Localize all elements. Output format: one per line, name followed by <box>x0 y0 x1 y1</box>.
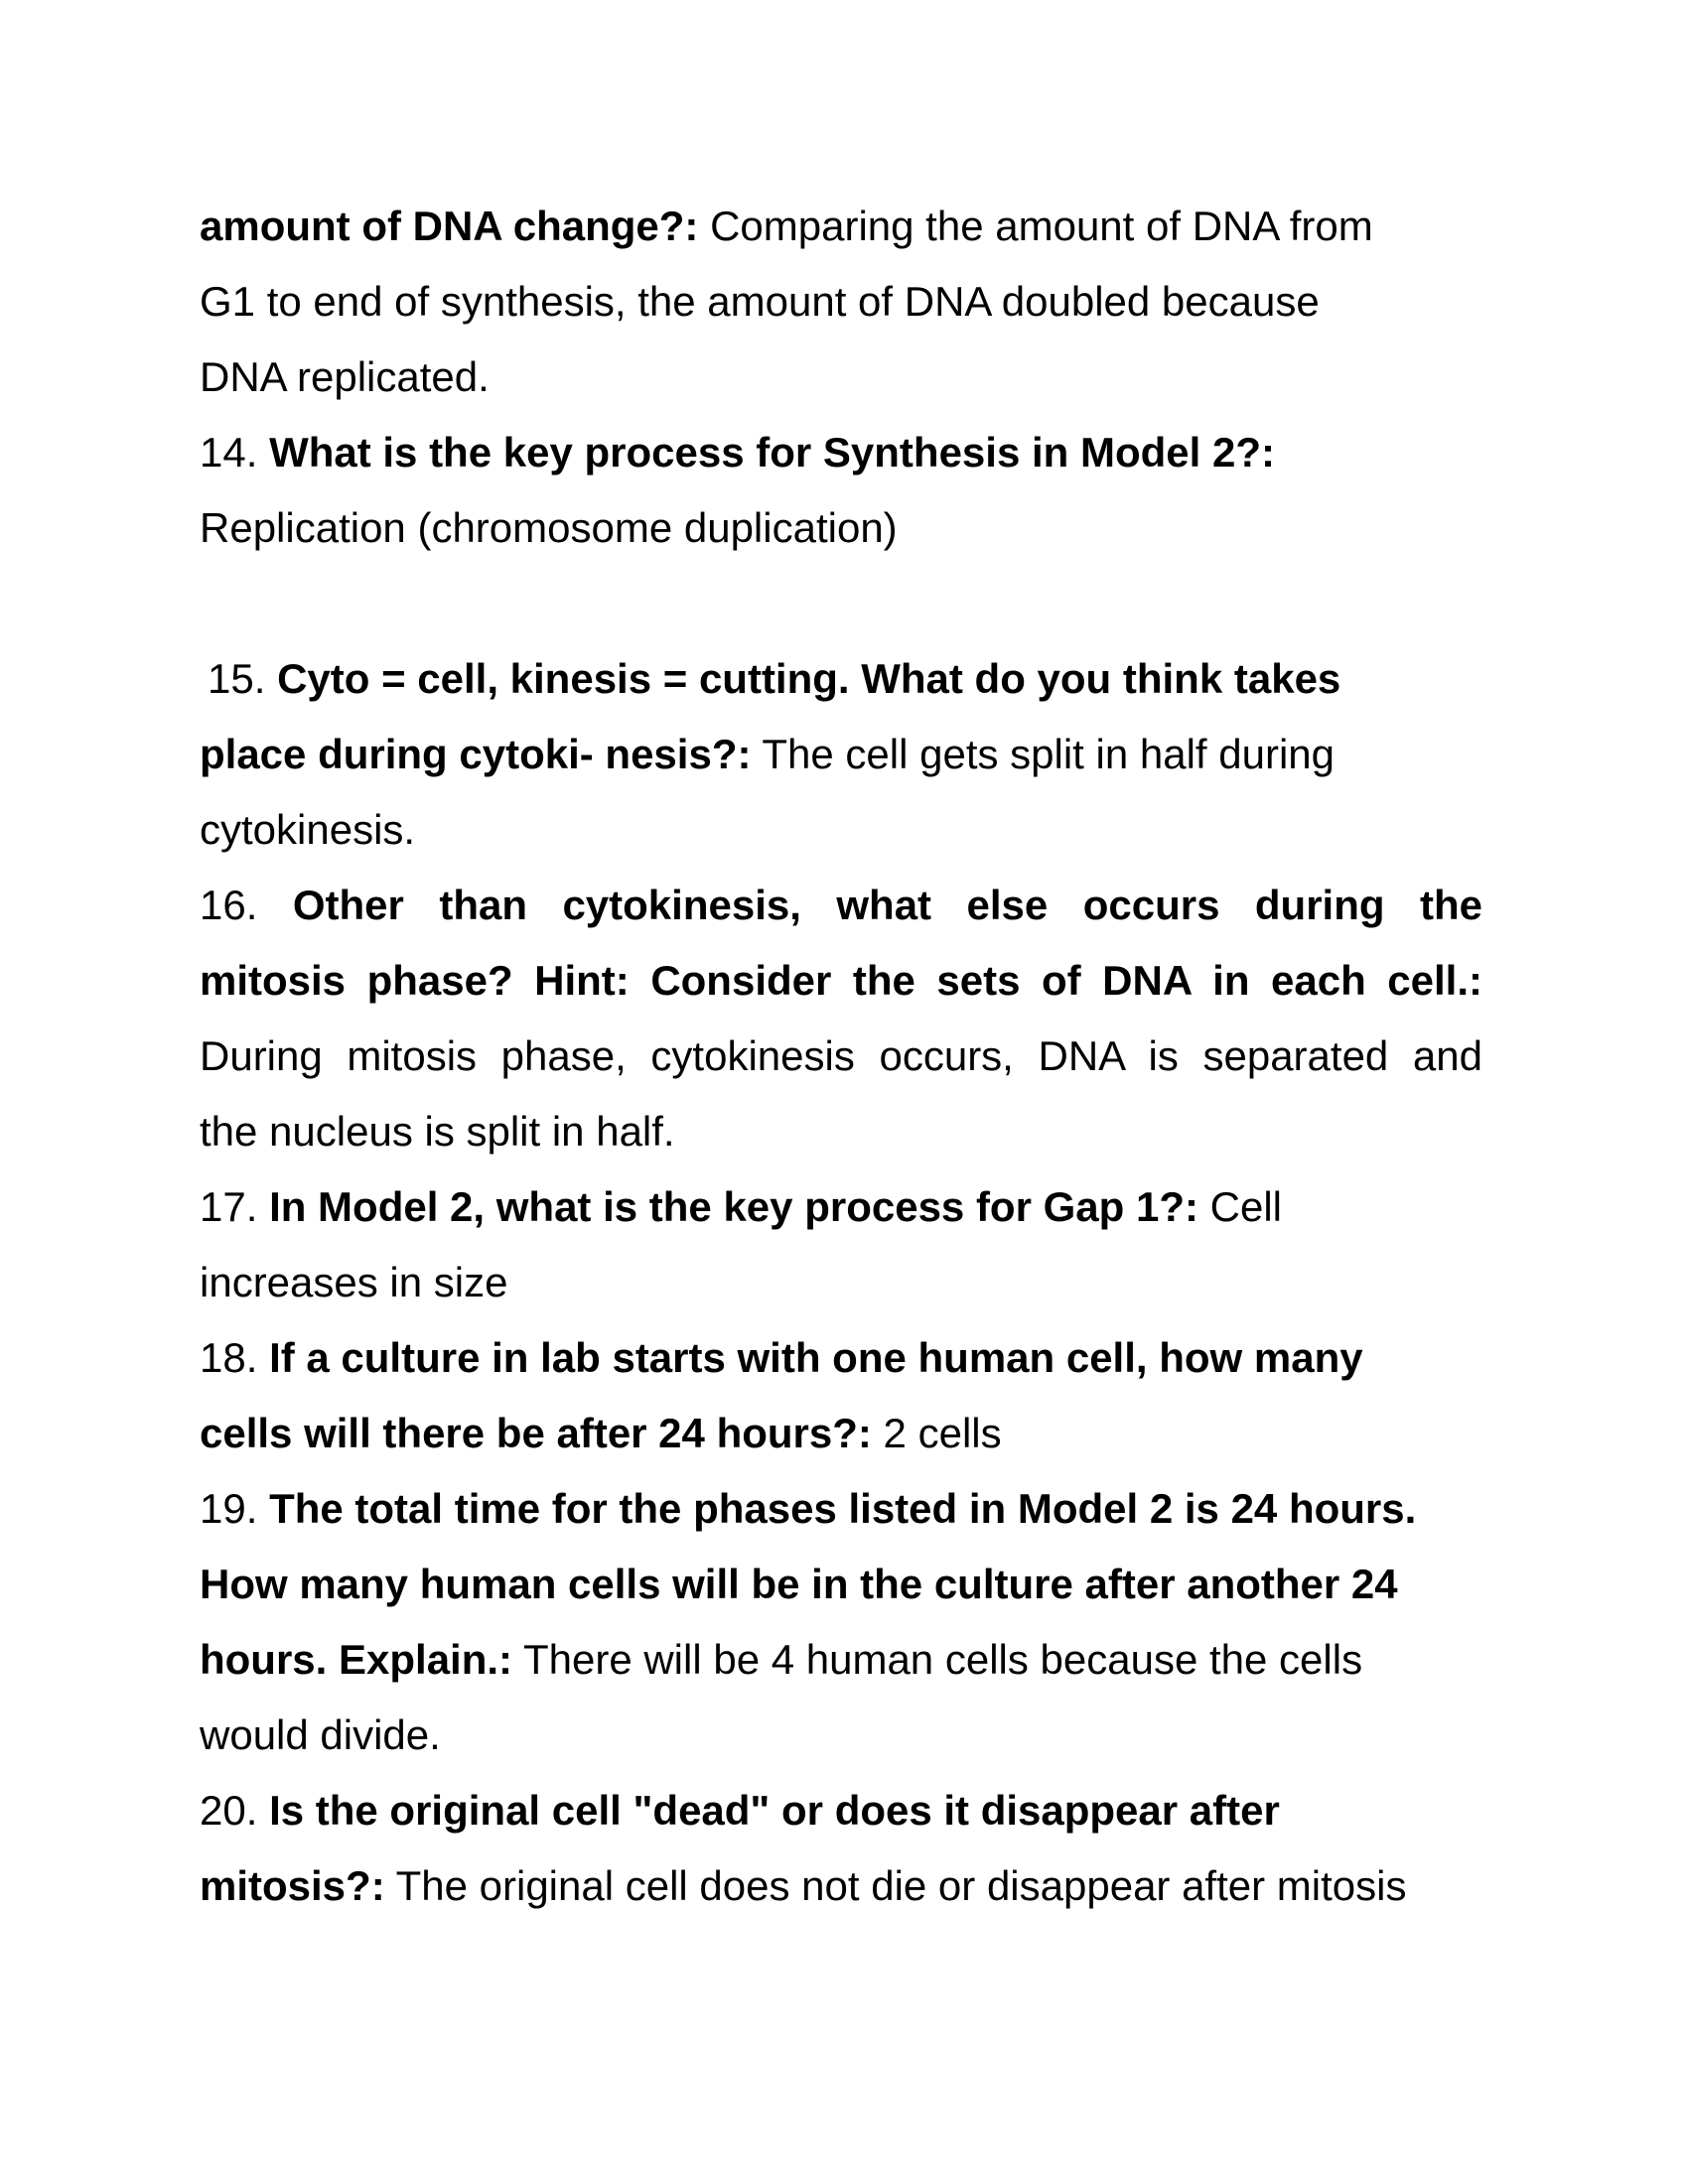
answer-17-line-2: increases in size <box>200 1259 508 1305</box>
question-19-text: The total time for the phases listed in Model 2 is 24 hours. <box>269 1485 1417 1532</box>
answer-17-text: Cell <box>1197 1183 1282 1230</box>
answer-16-line-1: During mitosis phase, cytokinesis occurs, DNA is separated and <box>200 1032 1482 1079</box>
blank-line <box>200 566 1482 641</box>
question-16 <box>200 868 1482 943</box>
question-16-text: Other than cytokinesis, what else occurs during the <box>292 882 1482 928</box>
question-18-number: 18. <box>200 1334 258 1381</box>
answer-13-line-3: DNA replicated. <box>200 353 490 400</box>
answer-19-text: There will be 4 human cells because the cells <box>512 1636 1363 1683</box>
question-17 <box>200 1169 1482 1245</box>
question-17-text: In Model 2, what is the key process for Gap 1?: <box>269 1183 1198 1230</box>
answer-13-text: Comparing the amount of DNA from <box>698 203 1373 249</box>
question-19-line-3: hours. Explain.: There will be 4 human cells because the cells <box>200 1636 1363 1683</box>
question-20 <box>200 1773 1482 1848</box>
question-18 <box>200 1320 1482 1396</box>
question-18-line-2: cells will there be after 24 hours?: 2 cells <box>200 1410 1002 1456</box>
answer-20-text: The original cell does not die or disappear after mitosis <box>384 1862 1407 1909</box>
question-20-line-2: mitosis?: The original cell does not die or disappear after mitosis <box>200 1862 1407 1909</box>
question-19-line-2: How many human cells will be in the culture after another 24 <box>200 1561 1398 1607</box>
answer-13-line-1 <box>200 189 1482 264</box>
question-20-number: 20. <box>200 1787 258 1834</box>
question-15-line-2: place during cytoki- nesis?: The cell gets split in half during <box>200 731 1336 777</box>
question-14 <box>200 415 1482 490</box>
answer-15-text: The cell gets split in half during <box>751 731 1336 777</box>
question-16-line-2: mitosis phase? Hint: Consider the sets of DNA in each cell.: <box>200 957 1482 1004</box>
question-20-text: Is the original cell "dead" or does it disappear after <box>269 1787 1280 1834</box>
question-19-number: 19. <box>200 1485 258 1532</box>
answer-16-line-2: the nucleus is split in half. <box>200 1108 675 1155</box>
document-page <box>200 189 1482 1924</box>
question-15-number: 15. <box>208 655 266 702</box>
question-17-number: 17. <box>200 1183 258 1230</box>
answer-19-line-2: would divide. <box>200 1711 441 1758</box>
answer-14: Replication (chromosome duplication) <box>200 504 898 551</box>
question-16-number: 16. <box>200 882 258 928</box>
question-15 <box>200 641 1482 717</box>
answer-18-text: 2 cells <box>871 1410 1002 1456</box>
question-13-text: amount of DNA change?: <box>200 203 699 249</box>
question-18-text: If a culture in lab starts with one human cell, how many <box>269 1334 1363 1381</box>
question-15-text: Cyto = cell, kinesis = cutting. What do you think takes <box>277 655 1341 702</box>
question-19 <box>200 1471 1482 1547</box>
question-14-text: What is the key process for Synthesis in Model 2?: <box>269 429 1275 476</box>
question-14-number: 14. <box>200 429 258 476</box>
answer-13-line-2: G1 to end of synthesis, the amount of DNA doubled because <box>200 278 1320 325</box>
answer-15-line-2: cytokinesis. <box>200 806 416 853</box>
